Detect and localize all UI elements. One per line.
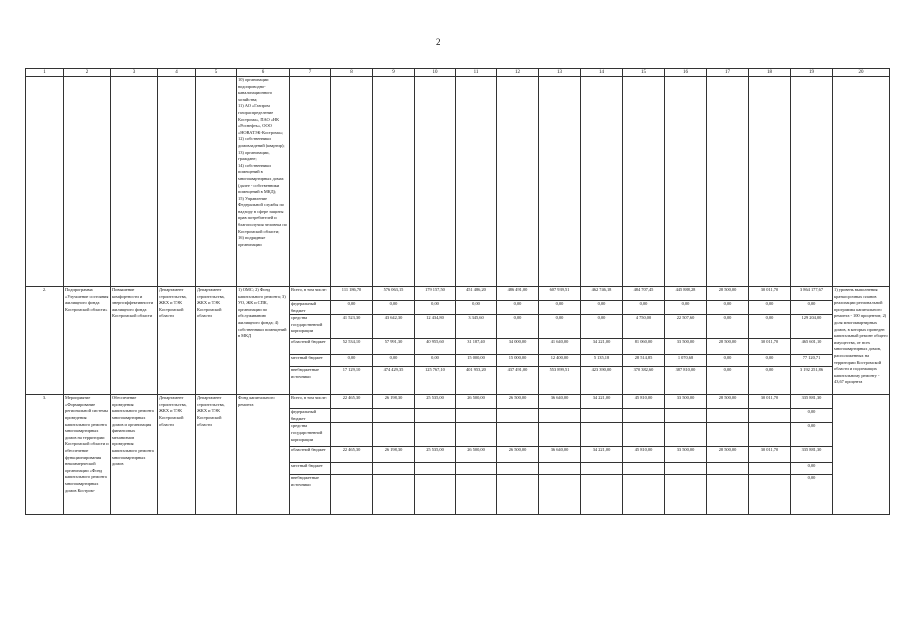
empty-cell [539,77,581,287]
column-number: 4 [158,69,196,77]
amount-cell: 401 953,20 [456,367,497,395]
amount-cell: 0,00 [331,355,373,367]
participant-line: 15) Управление Федеральной службы по надзору в сфере защиты прав потребителей и благополучия человека по Костромской области; [238,195,287,234]
amount-cell: 45 810,00 [623,395,665,409]
participant-line: 14) собственники помещений в многоквартирных домах (далее - собственники помещений в МКД); [238,162,284,195]
amount-cell [581,423,623,447]
indicators-cell [833,395,890,515]
amount-cell [623,475,665,515]
amount-cell: 0,00 [539,301,581,315]
amount-cell [665,423,707,447]
amount-cell: 0,00 [707,301,749,315]
funding-source-label: средства государственной корпорации [290,423,331,447]
amount-cell: 25 535,00 [415,395,456,409]
empty-cell [26,77,64,287]
funding-source-label: федеральный бюджет [290,409,331,423]
program-table [25,68,890,515]
funding-source-label: внебюджетные источники [290,475,331,515]
column-number: 10 [415,69,456,77]
amount-cell [373,475,415,515]
amount-cell: 81 060,00 [623,339,665,355]
column-number: 20 [833,69,890,77]
amount-cell: 0,00 [665,301,707,315]
amount-cell: 0,00 [331,301,373,315]
participants-cell: 1) ОМС; 2) Фонд капитального ремонта; 3) УО, ЖК и СПК, организации по обслуживанию жилищного фонда; 4) собственники помещений в МКД [237,287,290,395]
amount-cell: 22 465,30 [331,395,373,409]
amount-cell: 451 486,20 [456,287,497,301]
amount-cell [497,409,539,423]
amount-cell: 43 642,30 [373,315,415,339]
amount-cell: 41 523,30 [331,315,373,339]
amount-cell: 26 500,00 [497,395,539,409]
column-number: 1 [26,69,64,77]
funding-source-label: местный бюджет [290,463,331,475]
amount-cell: 0,00 [791,409,833,423]
column-number: 12 [497,69,539,77]
amount-cell [497,475,539,515]
amount-cell [331,463,373,475]
amount-cell [581,463,623,475]
indicators-cell: 1) уровень выполнения краткосрочных планов реализации региональной программы капитального ремонта - 100 процентов; 2) доля многоквартирных домов, в которых проведен капитальный ремонт общего имущества, от всех многоквартирных домов, расположенных на территории Костромской области и подлежащих капитальному ремонту - 43,67 процента [833,287,890,395]
executor-cell: Департамент строительства, ЖКХ и ТЭК Костромской области [196,287,237,395]
amount-cell: 462 746,18 [581,287,623,301]
amount-cell: 0,00 [707,367,749,395]
amount-cell: 36 640,00 [539,447,581,463]
column-number: 11 [456,69,497,77]
empty-cell [791,77,833,287]
amount-cell [707,409,749,423]
funding-source-label: Всего, в том числе: [290,395,331,409]
participant-line: 11) АО «Газпром газораспределение Кострома», ПАО «НК «Роснефть», ООО «НОВАТЭК-Кострома»; [238,103,284,135]
amount-cell [373,463,415,475]
coexecutor-cell: Департамент строительства, ЖКХ и ТЭК Костромской области [158,287,196,395]
amount-cell: 4 750,00 [623,315,665,339]
amount-cell [665,409,707,423]
amount-cell: 34 221,00 [581,395,623,409]
amount-cell: 465 601,10 [791,339,833,355]
amount-cell: 28 514,85 [623,355,665,367]
amount-cell: 179 157,50 [415,287,456,301]
amount-cell: 423 390,00 [581,367,623,395]
amount-cell [665,463,707,475]
amount-cell: 26 500,00 [456,395,497,409]
amount-cell: 0,00 [497,301,539,315]
amount-cell: 0,00 [749,301,791,315]
funding-source-label: областной бюджет [290,339,331,355]
amount-cell: 486 491,00 [497,287,539,301]
measure-name-cell: Мероприятие «Формирование региональной системы проведения капитального ремонта многоквартирных домов на территории Костромской области и обеспечение функционирования некоммерческой организации «Фонд капитального ремонта многоквартирных домов Костром- [64,395,111,515]
continuation-row [26,77,890,287]
amount-cell: 26 500,00 [456,447,497,463]
empty-cell [456,77,497,287]
empty-cell [158,77,196,287]
amount-cell: 12 400,00 [539,355,581,367]
coexecutor-cell: Департамент строительства, ЖКХ и ТЭК Костромской области [158,395,196,515]
amount-cell: 12 434,80 [415,315,456,339]
amount-cell: 34 000,00 [497,339,539,355]
amount-cell [623,463,665,475]
amount-cell: 0,00 [749,367,791,395]
column-number: 17 [707,69,749,77]
amount-cell: 0,00 [373,301,415,315]
amount-cell [373,423,415,447]
amount-cell: 5 135,18 [581,355,623,367]
amount-cell: 3 192 251,86 [791,367,833,395]
empty-cell [623,77,665,287]
empty-cell [290,77,331,287]
goal-cell: Обеспечение проведения капитального ремонта многоквартирных домов и организация финансовых механизмов проведения капитального ремонта многоквартирных домов [111,395,158,515]
amount-cell: 36 640,00 [539,395,581,409]
amount-cell: 0,00 [539,315,581,339]
amount-cell [456,463,497,475]
amount-cell: 0,00 [791,301,833,315]
participant-line: 12) собственники домовладений (квартир); [238,136,285,148]
amount-cell: 0,00 [581,301,623,315]
funding-source-label: местный бюджет [290,355,331,367]
column-number: 5 [196,69,237,77]
amount-cell: 31 187,40 [456,339,497,355]
amount-cell: 0,00 [456,301,497,315]
amount-cell: 34 221,00 [581,447,623,463]
page-number: 2 [436,37,441,47]
goal-cell: Повышение комфортности и энергоэффективности жилищного фонда Костромской области [111,287,158,395]
amount-cell: 40 955,60 [415,339,456,355]
amount-cell: 437 491,00 [497,367,539,395]
empty-cell [707,77,749,287]
participants-continued-cell [237,77,290,287]
amount-cell: 30 011,70 [749,447,791,463]
amount-cell: 1 070,68 [665,355,707,367]
amount-cell [456,423,497,447]
amount-cell: 15 000,00 [497,355,539,367]
amount-cell: 22 507,60 [665,315,707,339]
amount-cell [581,409,623,423]
amount-cell: 17 129,10 [331,367,373,395]
amount-cell: 335 881,30 [791,447,833,463]
funding-source-label: средства государственной корпорации [290,315,331,339]
amount-cell [539,423,581,447]
amount-cell: 0,00 [415,301,456,315]
amount-cell: 26 500,00 [497,447,539,463]
empty-cell [497,77,539,287]
amount-cell [749,475,791,515]
amount-cell: 30 011,70 [749,395,791,409]
executor-cell: Департамент строительства, ЖКХ и ТЭК Костромской области [196,395,237,515]
amount-cell: 52 534,10 [331,339,373,355]
amount-cell: 15 000,00 [456,355,497,367]
empty-cell [581,77,623,287]
amount-cell [665,475,707,515]
amount-cell [623,409,665,423]
row-number-cell: 2. [26,287,64,395]
empty-cell [665,77,707,287]
column-number: 9 [373,69,415,77]
column-number: 8 [331,69,373,77]
amount-cell: 28 500,00 [707,339,749,355]
amount-cell: 28 500,00 [707,447,749,463]
amount-cell: 553 899,51 [539,367,581,395]
amount-cell: 77 120,71 [791,355,833,367]
funding-source-label: областной бюджет [290,447,331,463]
amount-cell: 57 991,30 [373,339,415,355]
amount-cell [373,409,415,423]
column-number: 19 [791,69,833,77]
amount-cell: 26 198,30 [373,395,415,409]
amount-cell: 0,00 [707,355,749,367]
amount-cell [456,409,497,423]
row-number-cell: 3. [26,395,64,515]
amount-cell [415,475,456,515]
amount-cell [539,463,581,475]
amount-cell [707,423,749,447]
amount-cell [749,463,791,475]
amount-cell: 33 500,00 [665,395,707,409]
amount-cell: 45 810,00 [623,447,665,463]
amount-cell: 3 864 177,67 [791,287,833,301]
amount-cell: 34 221,00 [581,339,623,355]
column-number: 14 [581,69,623,77]
amount-cell: 0,00 [707,315,749,339]
empty-cell [196,77,237,287]
amount-cell: 0,00 [623,301,665,315]
amount-cell [497,423,539,447]
column-number: 7 [290,69,331,77]
participant-line: 16) подрядные организации [238,235,266,247]
amount-cell: 576 063,15 [373,287,415,301]
column-number-row [26,69,890,77]
column-number: 3 [111,69,158,77]
funding-source-label: Всего, в том числе: [290,287,331,301]
amount-cell [497,463,539,475]
amount-cell [581,475,623,515]
amount-cell: 33 500,00 [665,339,707,355]
amount-cell [539,409,581,423]
amount-cell: 335 881,30 [791,395,833,409]
amount-cell [415,423,456,447]
amount-cell: 484 707,45 [623,287,665,301]
amount-cell [707,463,749,475]
amount-cell: 0,00 [497,315,539,339]
amount-cell: 0,00 [791,475,833,515]
amount-cell: 30 011,70 [749,287,791,301]
amount-cell [749,409,791,423]
column-number: 6 [237,69,290,77]
amount-cell [623,423,665,447]
funding-row [26,287,890,301]
amount-cell: 387 810,00 [665,367,707,395]
amount-cell: 111 186,70 [331,287,373,301]
empty-cell [749,77,791,287]
amount-cell [539,475,581,515]
amount-cell [415,409,456,423]
amount-cell: 129 204,00 [791,315,833,339]
participants-cell: Фонд капитального ремонта [237,395,290,515]
column-number: 15 [623,69,665,77]
empty-cell [373,77,415,287]
amount-cell [331,423,373,447]
column-number: 16 [665,69,707,77]
amount-cell: 28 500,00 [707,395,749,409]
amount-cell: 0,00 [791,463,833,475]
amount-cell: 0,00 [749,355,791,367]
amount-cell [331,475,373,515]
empty-cell [331,77,373,287]
amount-cell: 41 640,00 [539,339,581,355]
amount-cell: 0,00 [749,315,791,339]
amount-cell [749,423,791,447]
funding-source-label: внебюджетные источники [290,367,331,395]
amount-cell: 474 429,35 [373,367,415,395]
empty-cell [833,77,890,287]
amount-cell: 607 939,51 [539,287,581,301]
amount-cell: 25 535,00 [415,447,456,463]
amount-cell: 28 500,00 [707,287,749,301]
amount-cell: 0,00 [373,355,415,367]
amount-cell: 0,00 [415,355,456,367]
amount-cell: 33 500,00 [665,447,707,463]
amount-cell [456,475,497,515]
amount-cell: 0,00 [791,423,833,447]
empty-cell [64,77,111,287]
column-number: 13 [539,69,581,77]
amount-cell: 445 888,28 [665,287,707,301]
amount-cell: 22 465,30 [331,447,373,463]
amount-cell [707,475,749,515]
empty-cell [415,77,456,287]
empty-cell [111,77,158,287]
funding-row [26,395,890,409]
column-number: 2 [64,69,111,77]
amount-cell: 0,00 [581,315,623,339]
amount-cell: 26 198,30 [373,447,415,463]
measure-name-cell: Подпрограмма «Улучшение состояния жилищного фонда Костромской области» [64,287,111,395]
amount-cell: 370 382,60 [623,367,665,395]
participant-line: 10) организации водопроводно-канализационного хозяйства; [238,77,273,102]
column-number: 18 [749,69,791,77]
participant-line: 13) организации, граждане; [238,149,270,162]
funding-source-label: федеральный бюджет [290,301,331,315]
amount-cell: 30 011,70 [749,339,791,355]
amount-cell: 125 767,10 [415,367,456,395]
amount-cell [331,409,373,423]
amount-cell [415,463,456,475]
amount-cell: 3 345,60 [456,315,497,339]
